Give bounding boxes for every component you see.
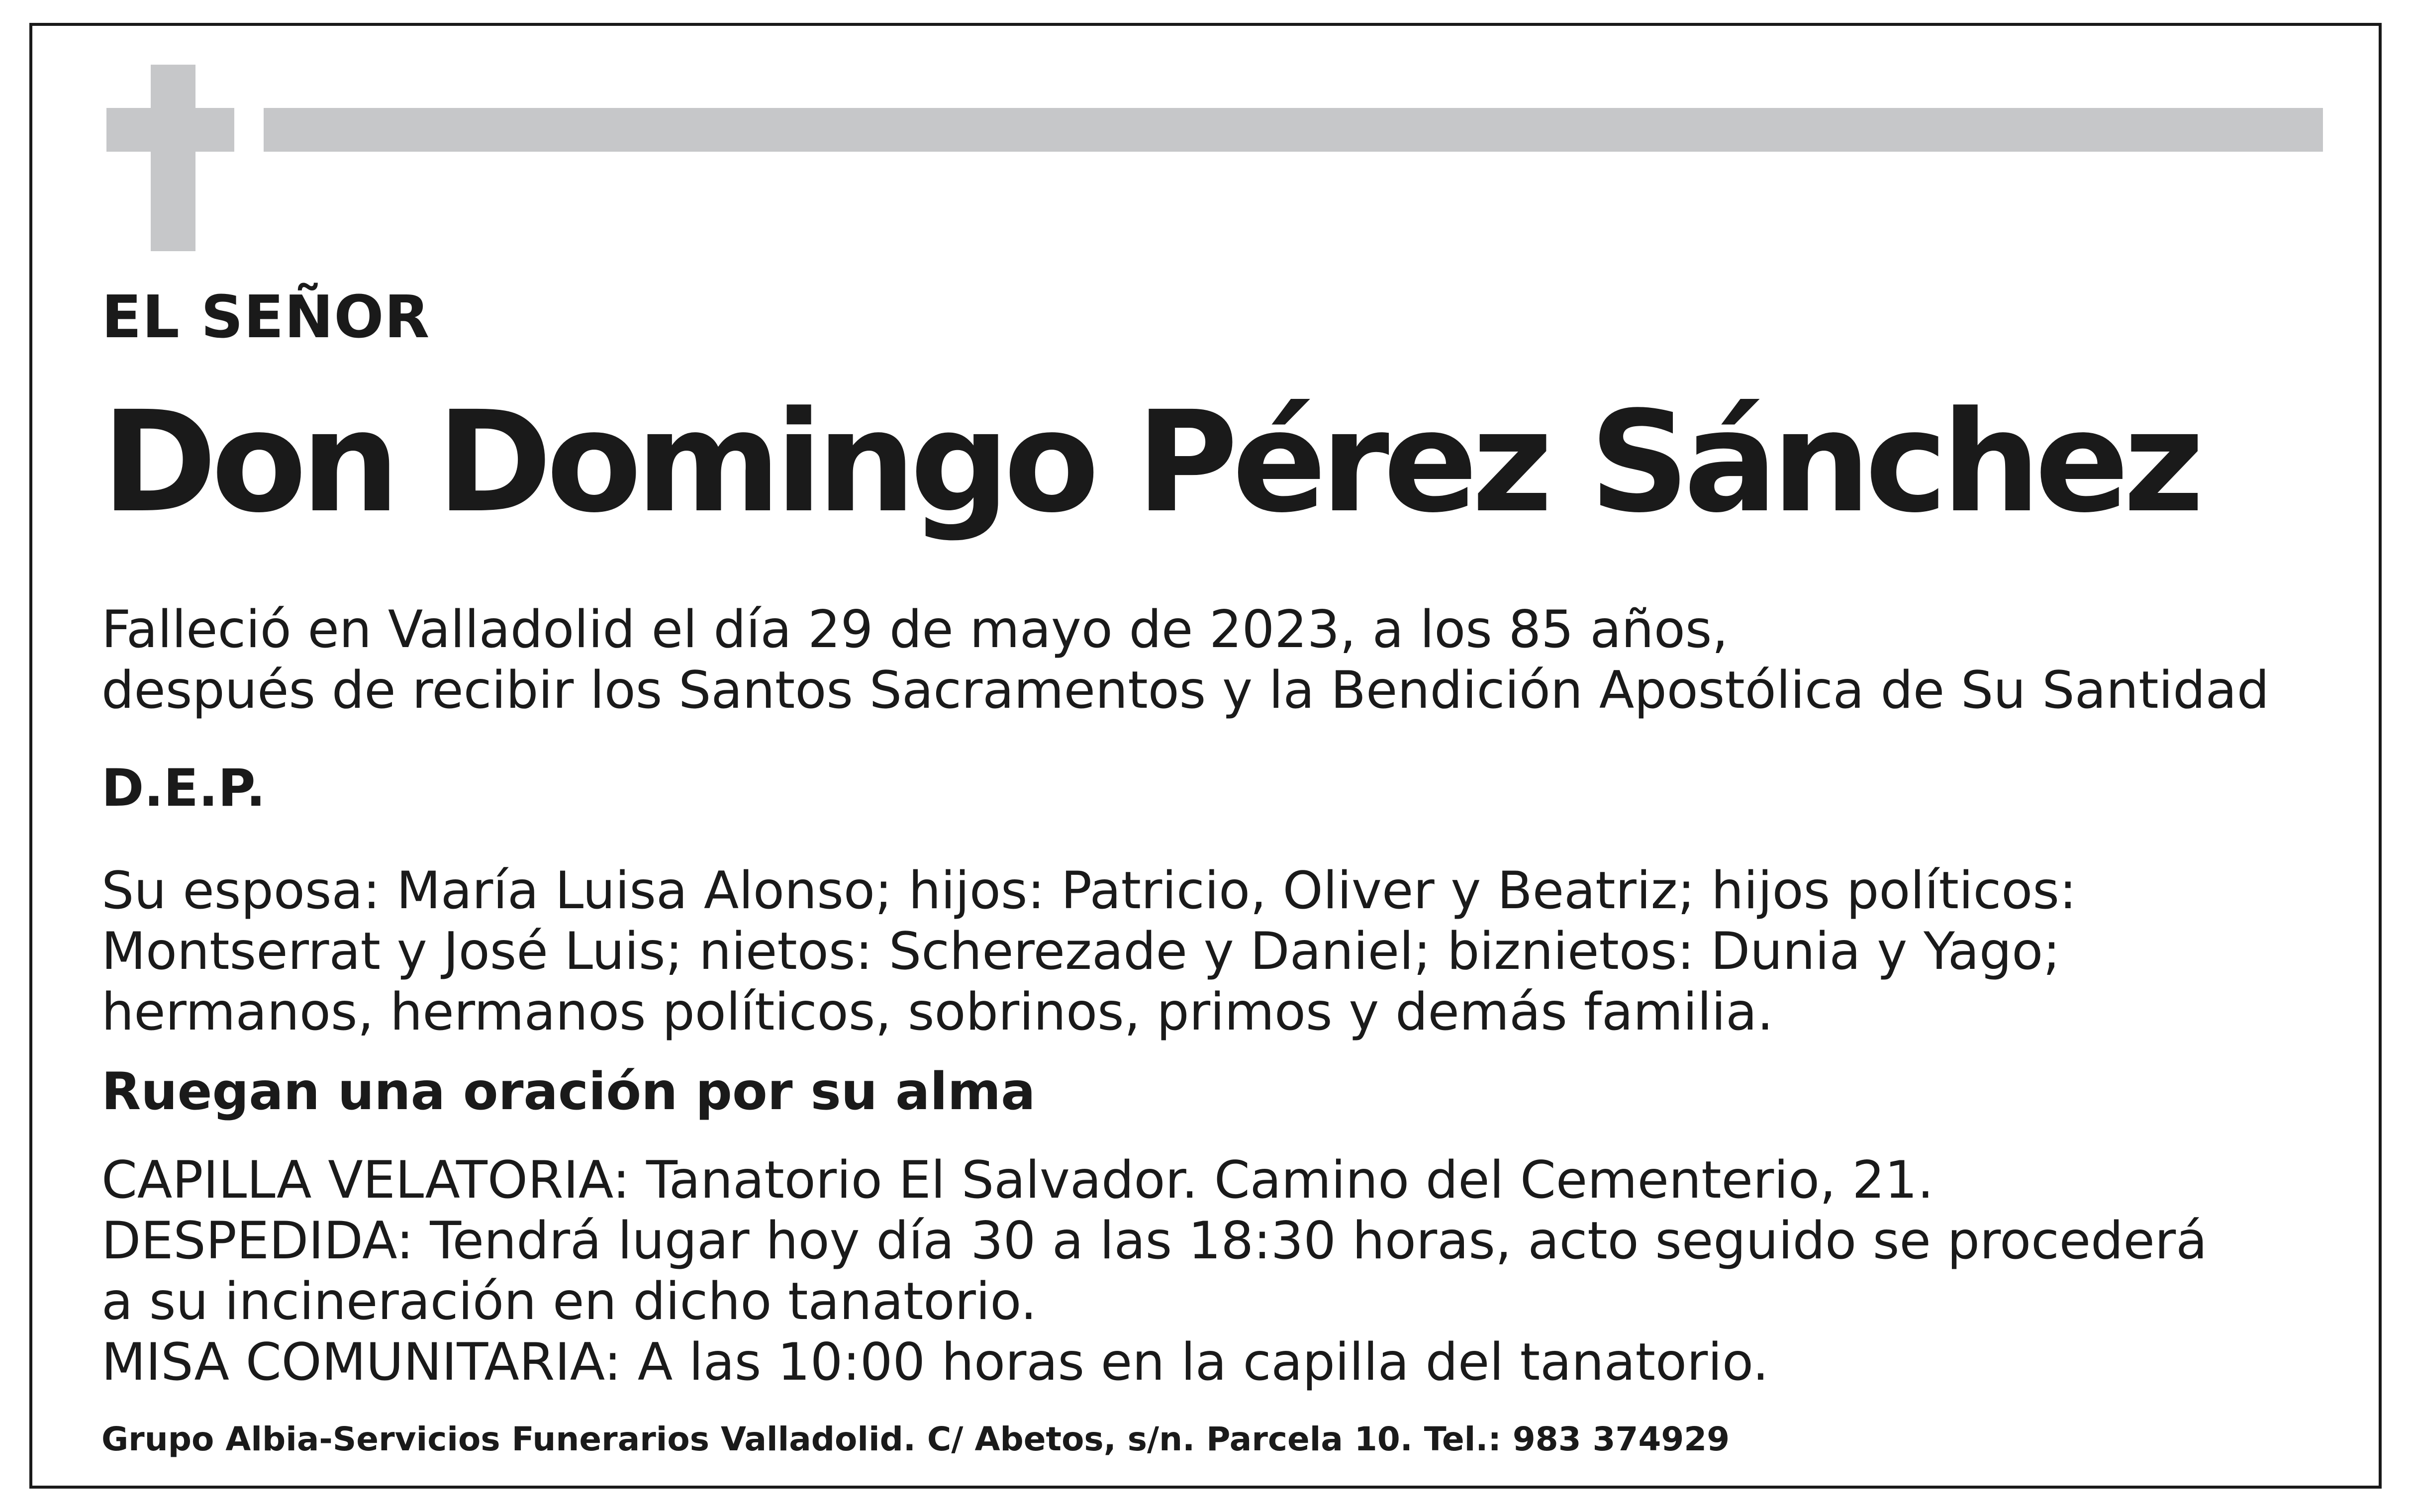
funeral-home-footer: Grupo Albia-Servicios Funerarios Valladolid. C/ Abetos, s/n. Parcela 10. Tel.: 983 374929 (101, 1420, 1730, 1458)
service-line-3: a su incineración en dicho tanatorio. (101, 1272, 1037, 1331)
rip-abbreviation: D.E.P. (101, 758, 266, 818)
honorific: EL SEÑOR (101, 283, 430, 351)
service-line-1: CAPILLA VELATORIA: Tanatorio El Salvador. Camino del Cementerio, 21. (101, 1150, 1934, 1210)
death-line-1: Falleció en Valladolid el día 29 de mayo de 2023, a los 85 años, (101, 600, 1729, 660)
deceased-name: Don Domingo Pérez Sánchez (101, 381, 2199, 544)
family-line-2: Montserrat y José Luis; nietos: Scherezade y Daniel; biznietos: Dunia y Yago; (101, 922, 2060, 981)
service-line-4: MISA COMUNITARIA: A las 10:00 horas en la capilla del tanatorio. (101, 1332, 1769, 1392)
header-rule (264, 108, 2323, 152)
death-line-2: después de recibir los Santos Sacramentos y la Bendición Apostólica de Su Santidad (101, 661, 2270, 720)
cross-icon (151, 65, 195, 251)
prayer-request: Ruegan una oración por su alma (101, 1062, 1036, 1122)
family-line-3: hermanos, hermanos políticos, sobrinos, primos y demás familia. (101, 982, 1774, 1042)
cross-icon-arm (106, 108, 234, 152)
service-line-2: DESPEDIDA: Tendrá lugar hoy día 30 a las 18:30 horas, acto seguido se procederá (101, 1211, 2208, 1271)
family-line-1: Su esposa: María Luisa Alonso; hijos: Patricio, Oliver y Beatriz; hijos políticos: (101, 861, 2077, 921)
